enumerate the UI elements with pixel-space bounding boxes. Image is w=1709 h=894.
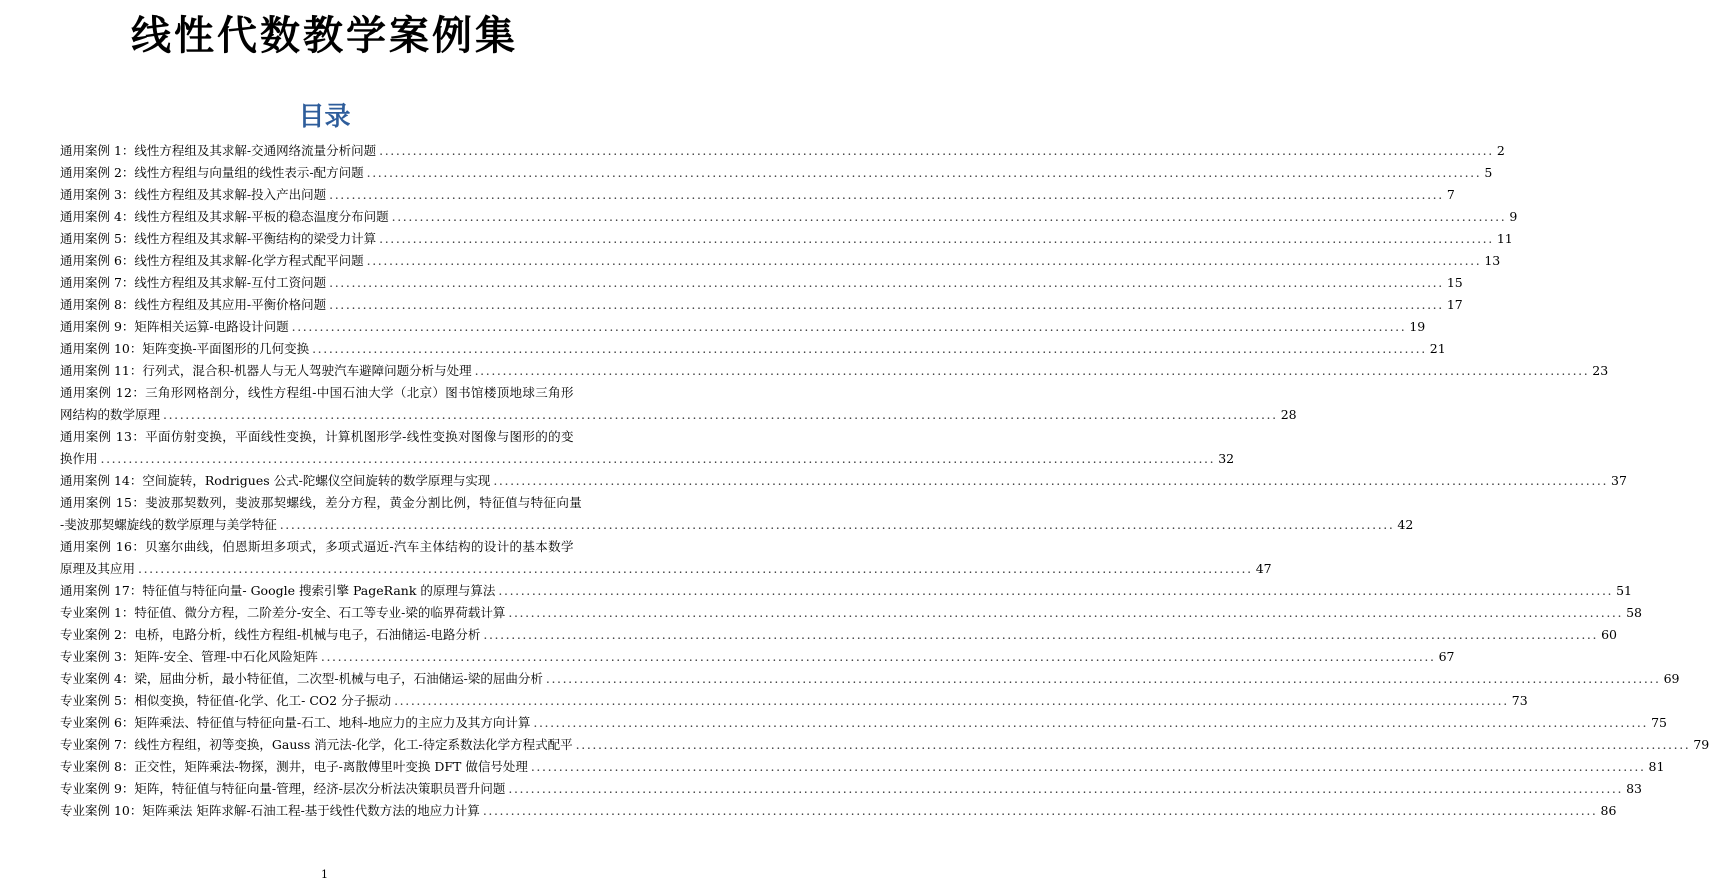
toc-entry-row [60, 558, 1272, 580]
toc-entry-title: 原理及其应用 [60, 561, 136, 576]
dot-leader [329, 184, 1444, 206]
toc-entry-title: 通用案例 14：空间旋转，Rodrigues 公式-陀螺仪空间旋转的数学原理与实现 [60, 473, 491, 488]
toc-entry-row [60, 206, 1518, 228]
toc-entry-title: 通用案例 7：线性方程组及其求解-互付工资问题 [60, 275, 327, 290]
toc-entry-row [60, 778, 1642, 800]
dot-leader [483, 800, 1598, 822]
toc-entry-row [60, 690, 1528, 712]
toc-entry[interactable] [60, 316, 1426, 338]
toc-entry-title-line: 通用案例 12：三角形网格剖分，线性方程组-中国石油大学（北京）图书馆楼顶地球三角形 [60, 385, 574, 400]
dot-leader [329, 294, 1444, 316]
toc-entry-title: 通用案例 10：矩阵变换-平面图形的几何变换 [60, 341, 310, 356]
toc-entry[interactable] [60, 690, 1528, 712]
dot-leader [498, 580, 1613, 602]
toc-entry[interactable] [60, 778, 1642, 800]
toc-entry-page-number: 75 [1651, 715, 1667, 730]
dot-leader [394, 690, 1509, 712]
toc-entry-page-number: 9 [1509, 209, 1518, 224]
toc-entry[interactable] [60, 338, 1446, 360]
toc-entry-row [60, 404, 1297, 426]
toc-entry-title: 通用案例 3：线性方程组及其求解-投入产出问题 [60, 187, 327, 202]
toc-entry-page-number: 58 [1626, 605, 1642, 620]
toc-entry-row [60, 470, 1627, 492]
dot-leader [367, 250, 1482, 272]
toc-entry-page-number: 11 [1496, 231, 1513, 246]
toc-entry-title: 专业案例 9：矩阵，特征值与特征向量-管理，经济-层次分析法决策职员晋升问题 [60, 781, 506, 796]
dot-leader [508, 778, 1623, 800]
toc-entry-title: 网结构的数学原理 [60, 407, 161, 422]
toc-entry-page-number: 21 [1429, 341, 1446, 356]
toc-entry[interactable] [60, 250, 1501, 272]
toc-entry-page-number: 28 [1280, 407, 1297, 422]
toc-entry[interactable] [60, 184, 1455, 206]
toc-entry-title: 专业案例 4：梁，屈曲分析，最小特征值，二次型-机械与电子，石油储运-梁的屈曲分析 [60, 671, 543, 686]
toc-entry-row [60, 272, 1463, 294]
toc-entry[interactable] [60, 360, 1609, 382]
toc-entry-title: 专业案例 7：线性方程组，初等变换，Gauss 消元法-化学，化工-待定系数法化学方程式配平 [60, 737, 573, 752]
toc-entry-row [60, 602, 1642, 624]
toc-entry-row [60, 338, 1446, 360]
toc-entry-row [60, 800, 1617, 822]
dot-leader [508, 602, 1623, 624]
toc-entry-title: 专业案例 8：正交性，矩阵乘法-物探，测井，电子-离散傅里叶变换 DFT 做信号处理 [60, 759, 528, 774]
dot-leader [379, 228, 1494, 250]
toc-entry-page-number: 13 [1484, 253, 1501, 268]
toc-entry-title: 通用案例 2：线性方程组与向量组的线性表示-配方问题 [60, 165, 364, 180]
dot-leader [163, 404, 1278, 426]
toc-entry-page-number: 2 [1496, 143, 1505, 158]
page-number: 1 [321, 868, 328, 881]
toc-entry-title: 通用案例 4：线性方程组及其求解-平板的稳态温度分布问题 [60, 209, 389, 224]
toc-entry-row [60, 316, 1426, 338]
dot-leader [312, 338, 1427, 360]
toc-entry-row [60, 162, 1493, 184]
toc-entry[interactable] [60, 272, 1463, 294]
toc-entry-title: 通用案例 17：特征值与特征向量- Google 搜索引擎 PageRank 的原理与算法 [60, 583, 496, 598]
toc-entry-title: 专业案例 2：电桥，电路分析，线性方程组-机械与电子，石油储运-电路分析 [60, 627, 481, 642]
toc-entry[interactable] [60, 756, 1665, 778]
toc-entry-page-number: 51 [1616, 583, 1633, 598]
table-of-contents [60, 140, 1709, 822]
toc-entry-row [60, 140, 1505, 162]
toc-entry-title: 通用案例 8：线性方程组及其应用-平衡价格问题 [60, 297, 327, 312]
toc-entry-row [60, 250, 1501, 272]
toc-entry[interactable] [60, 602, 1642, 624]
toc-entry[interactable] [60, 228, 1513, 250]
toc-entry-row [60, 734, 1709, 756]
toc-entry[interactable] [60, 536, 1272, 580]
toc-entry[interactable] [60, 492, 1414, 536]
dot-leader [576, 734, 1691, 756]
dot-leader [379, 140, 1494, 162]
toc-entry-page-number: 73 [1511, 693, 1528, 708]
dot-leader [138, 558, 1253, 580]
toc-entry[interactable] [60, 294, 1463, 316]
toc-entry[interactable] [60, 426, 1235, 470]
toc-entry-page-number: 37 [1611, 473, 1627, 488]
document-title: 线性代数教学案例集 [131, 13, 518, 59]
toc-entry[interactable] [60, 646, 1455, 668]
toc-entry-title: 通用案例 9：矩阵相关运算-电路设计问题 [60, 319, 289, 334]
dot-leader [546, 668, 1661, 690]
toc-entry-row [60, 228, 1513, 250]
toc-entry-title: 通用案例 5：线性方程组及其求解-平衡结构的梁受力计算 [60, 231, 377, 246]
toc-entry-row [60, 184, 1455, 206]
toc-entry[interactable] [60, 140, 1505, 162]
toc-entry-title: 专业案例 3：矩阵-安全、管理-中石化风险矩阵 [60, 649, 318, 664]
toc-entry-title: 专业案例 5：相似变换，特征值-化学、化工- CO2 分子振动 [60, 693, 392, 708]
toc-entry-title-line: 通用案例 13：平面仿射变换，平面线性变换，计算机图形学-线性变换对图像与图形的的变 [60, 429, 574, 444]
toc-entry-row [60, 624, 1617, 646]
toc-entry-title: 专业案例 6：矩阵乘法、特征值与特征向量-石工、地科-地应力的主应力及其方向计算 [60, 715, 531, 730]
toc-entry-row [60, 448, 1235, 470]
toc-entry-page-number: 42 [1397, 517, 1414, 532]
dot-leader [533, 712, 1648, 734]
toc-entry[interactable] [60, 162, 1493, 184]
toc-entry-page-number: 23 [1592, 363, 1609, 378]
toc-entry-page-number: 32 [1218, 451, 1235, 466]
toc-entry[interactable] [60, 580, 1633, 602]
dot-leader [392, 206, 1507, 228]
toc-entry-page-number: 69 [1663, 671, 1680, 686]
toc-entry-title: 换作用 [60, 451, 98, 466]
toc-entry-page-number: 67 [1438, 649, 1455, 664]
toc-entry-page-number: 81 [1648, 759, 1665, 774]
toc-entry-title-line: 通用案例 15：斐波那契数列，斐波那契螺线，差分方程，黄金分割比例，特征值与特征向量 [60, 495, 583, 510]
toc-entry-page-number: 17 [1446, 297, 1463, 312]
toc-entry-page-number: 5 [1484, 165, 1493, 180]
toc-entry-row [60, 294, 1463, 316]
dot-leader [292, 316, 1407, 338]
toc-entry-page-number: 7 [1446, 187, 1455, 202]
toc-entry-title: 通用案例 11：行列式，混合积-机器人与无人驾驶汽车避障问题分析与处理 [60, 363, 472, 378]
toc-entry[interactable] [60, 206, 1518, 228]
toc-entry-page-number: 60 [1601, 627, 1617, 642]
toc-entry[interactable] [60, 624, 1617, 646]
dot-leader [475, 360, 1590, 382]
dot-leader [531, 756, 1646, 778]
toc-entry[interactable] [60, 470, 1627, 492]
toc-entry-title: 专业案例 1：特征值、微分方程，二阶差分-安全、石工等专业-梁的临界荷载计算 [60, 605, 506, 620]
dot-leader [367, 162, 1482, 184]
toc-entry-row [60, 360, 1609, 382]
toc-entry[interactable] [60, 668, 1680, 690]
toc-entry-title: 专业案例 10：矩阵乘法 矩阵求解-石油工程-基于线性代数方法的地应力计算 [60, 803, 480, 818]
toc-entry-page-number: 47 [1255, 561, 1272, 576]
toc-entry-title-line: 通用案例 16：贝塞尔曲线，伯恩斯坦多项式，多项式逼近-汽车主体结构的设计的基本数学 [60, 539, 574, 554]
dot-leader [321, 646, 1436, 668]
toc-entry-title: -斐波那契螺旋线的数学原理与美学特征 [60, 517, 277, 532]
toc-entry-row [60, 514, 1414, 536]
toc-entry-row [60, 756, 1665, 778]
toc-entry-title: 通用案例 6：线性方程组及其求解-化学方程式配平问题 [60, 253, 364, 268]
toc-entry[interactable] [60, 382, 1297, 426]
toc-entry[interactable] [60, 800, 1617, 822]
toc-entry-row [60, 580, 1633, 602]
toc-entry-row [60, 646, 1455, 668]
toc-entry-title: 通用案例 1：线性方程组及其求解-交通网络流量分析问题 [60, 143, 377, 158]
toc-entry-page-number: 86 [1600, 803, 1617, 818]
toc-entry-page-number: 83 [1626, 781, 1642, 796]
toc-entry-row [60, 668, 1680, 690]
toc-entry-row [60, 712, 1667, 734]
toc-entry[interactable] [60, 712, 1667, 734]
dot-leader [493, 470, 1608, 492]
dot-leader [101, 448, 1216, 470]
toc-entry-page-number: 19 [1409, 319, 1426, 334]
toc-entry-page-number: 15 [1446, 275, 1463, 290]
dot-leader [329, 272, 1444, 294]
dot-leader [483, 624, 1598, 646]
toc-entry[interactable] [60, 734, 1709, 756]
toc-heading: 目录 [298, 102, 351, 132]
dot-leader [280, 514, 1395, 536]
toc-entry-page-number: 79 [1693, 737, 1709, 752]
